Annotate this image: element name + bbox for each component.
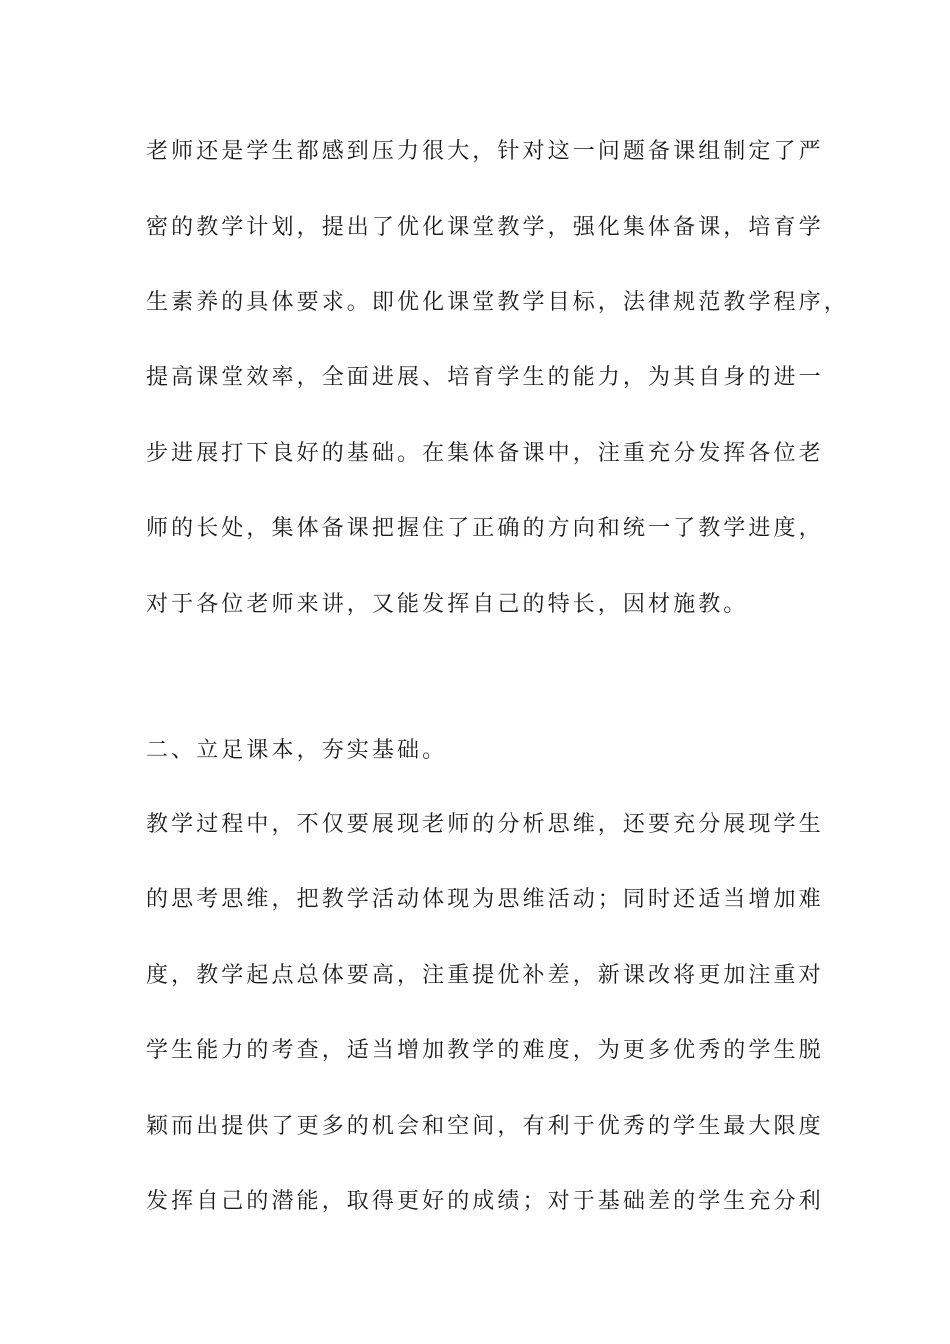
text-line: 颖而出提供了更多的机会和空间，有利于优秀的学生最大限度: [146, 1114, 824, 1139]
text-line: 生素养的具体要求。即优化课堂教学目标，法律规范教学程序，: [146, 290, 849, 315]
text-line: 的思考思维，把教学活动体现为思维活动；同时还适当增加难: [146, 887, 824, 912]
text-line: 提高课堂效率，全面进展、培育学生的能力，为其自身的进一: [146, 365, 824, 390]
text-line: 老师还是学生都感到压力很大，针对这一问题备课组制定了严: [146, 139, 824, 164]
text-line: 度，教学起点总体要高，注重提优补差，新课改将更加注重对: [146, 963, 824, 988]
text-line: 学生能力的考查，适当增加教学的难度，为更多优秀的学生脱: [146, 1038, 824, 1063]
text-line: 密的教学计划，提出了优化课堂教学，强化集体备课，培育学: [146, 215, 824, 240]
text-line: 步进展打下良好的基础。在集体备课中，注重充分发挥各位老: [146, 441, 824, 466]
text-line: 教学过程中，不仅要展现老师的分析思维，还要充分展现学生: [146, 812, 824, 837]
text-line: 师的长处，集体备课把握住了正确的方向和统一了教学进度，: [146, 516, 824, 541]
text-line: 对于各位老师来讲，又能发挥自己的特长，因材施教。: [146, 592, 749, 617]
text-line: 发挥自己的潜能，取得更好的成绩；对于基础差的学生充分利: [146, 1189, 824, 1214]
section-heading: 二、立足课本，夯实基础。: [146, 738, 448, 763]
